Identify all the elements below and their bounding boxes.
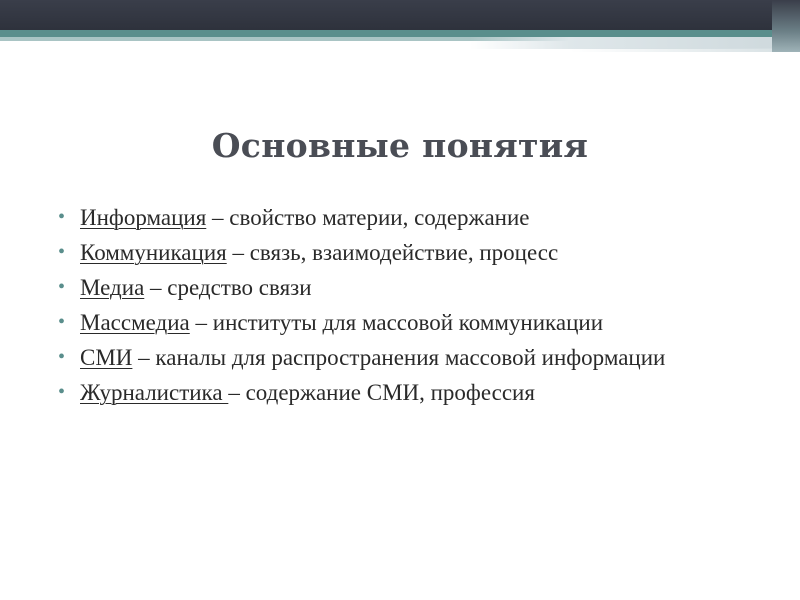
definition: – институты для массовой коммуникации xyxy=(189,310,604,335)
list-item xyxy=(58,203,778,232)
list-item xyxy=(58,343,778,372)
list-item xyxy=(58,378,778,407)
list-item xyxy=(58,273,778,302)
bullet-dot-icon: • xyxy=(58,206,66,228)
term: СМИ xyxy=(80,345,133,370)
bullet-dot-icon: • xyxy=(58,381,66,403)
term: Коммуникация xyxy=(80,240,227,265)
header-accent-stripe xyxy=(0,30,800,37)
bullet-list xyxy=(58,203,778,413)
term: Журналистика xyxy=(80,380,229,405)
definition: – каналы для распространения массовой информации xyxy=(132,345,666,370)
header-band xyxy=(0,0,800,30)
definition: – свойство материи, содержание xyxy=(206,205,530,230)
bullet-dot-icon: • xyxy=(58,311,66,333)
list-item xyxy=(58,238,778,267)
term: Информация xyxy=(80,205,207,230)
list-item xyxy=(58,308,778,337)
term: Массмедиа xyxy=(80,310,190,335)
definition: – содержание СМИ, профессия xyxy=(228,380,535,405)
slide-title: Основные понятия xyxy=(211,126,589,165)
definition: – средство связи xyxy=(144,275,312,300)
bullet-dot-icon: • xyxy=(58,241,66,263)
bullet-dot-icon: • xyxy=(58,346,66,368)
definition: – связь, взаимодействие, процесс xyxy=(226,240,559,265)
bullet-dot-icon: • xyxy=(58,276,66,298)
header-fade-decoration-2 xyxy=(570,48,800,52)
term: Медиа xyxy=(80,275,145,300)
corner-decoration xyxy=(772,0,800,52)
